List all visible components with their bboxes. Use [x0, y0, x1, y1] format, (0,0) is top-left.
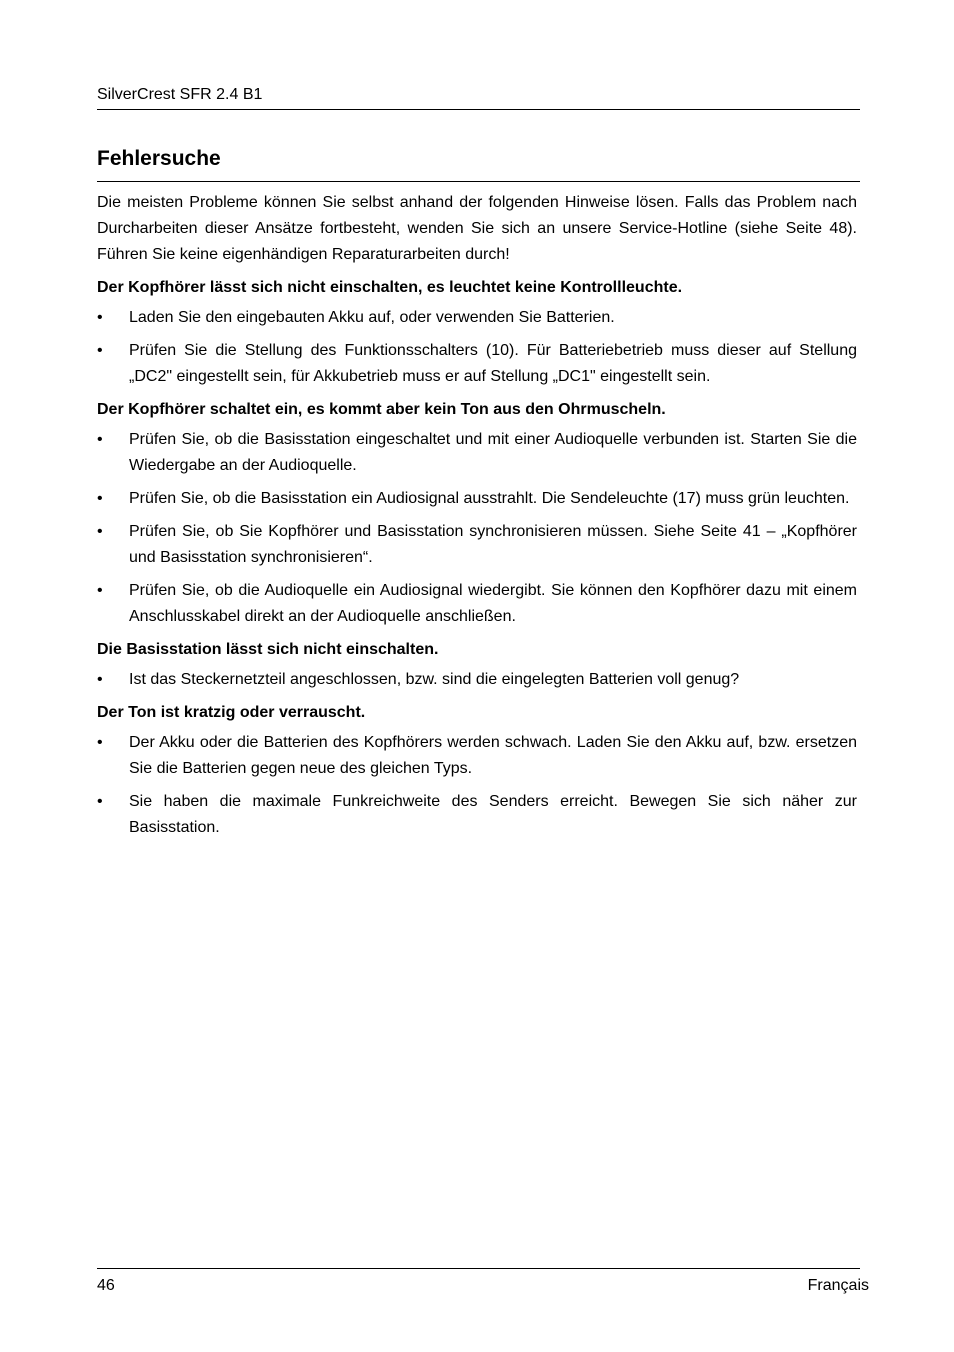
- list-item: [97, 667, 857, 693]
- list-item: [97, 338, 857, 390]
- bullet-icon: •: [97, 490, 103, 507]
- list-item: [97, 730, 857, 782]
- list-item: [97, 519, 857, 571]
- page-footer: [97, 1268, 869, 1294]
- header-product-name: SilverCrest SFR 2.4 B1: [97, 86, 263, 103]
- list-item-text: Der Akku oder die Batterien des Kopfhörers werden schwach. Laden Sie den Akku auf, bzw. ersetzen Sie die Batterien gegen neue des gleichen Typs.: [129, 734, 857, 777]
- section-4: [97, 700, 857, 841]
- section-3: [97, 637, 857, 693]
- bullet-list: [97, 427, 857, 630]
- section-heading: Der Kopfhörer schaltet ein, es kommt aber kein Ton aus den Ohrmuscheln.: [97, 401, 666, 418]
- page-header: [97, 84, 860, 110]
- bullet-icon: •: [97, 342, 103, 359]
- footer-language: Français: [807, 1277, 869, 1294]
- list-item-text: Sie haben die maximale Funkreichweite des Senders erreicht. Bewegen Sie sich näher zur Basisstation.: [129, 793, 857, 836]
- bullet-icon: •: [97, 671, 103, 688]
- bullet-icon: •: [97, 582, 103, 599]
- list-item-text: Prüfen Sie die Stellung des Funktionsschalters (10). Für Batteriebetrieb muss dieser auf Stellung „DC2" eingestellt sein, für Akkubetrieb muss er auf Stellung „DC1" eingestellt sein.: [129, 342, 857, 385]
- list-item: [97, 578, 857, 630]
- section-heading: Die Basisstation lässt sich nicht einschalten.: [97, 641, 439, 658]
- bullet-icon: •: [97, 431, 103, 448]
- section-heading: Der Kopfhörer lässt sich nicht einschalten, es leuchtet keine Kontrollleuchte.: [97, 279, 683, 296]
- list-item-text: Prüfen Sie, ob Sie Kopfhörer und Basisstation synchronisieren müssen. Siehe Seite 41 – „Kopfhörer und Basisstation synchronisieren“.: [129, 523, 857, 566]
- list-item-text: Prüfen Sie, ob die Basisstation eingeschaltet und mit einer Audioquelle verbunden ist. Starten Sie die Wiedergabe an der Audioquelle.: [129, 431, 857, 474]
- section-1: [97, 275, 857, 390]
- section-heading: Der Ton ist kratzig oder verrauscht.: [97, 704, 366, 721]
- intro-paragraph: Die meisten Probleme können Sie selbst anhand der folgenden Hinweise lösen. Falls das Problem nach Durcharbeiten dieser Ansätze fortbesteht, wenden Sie sich an unsere Service-Hotline (siehe Seite 48). Führen Sie keine eigenhändigen Reparaturarbeiten durch!: [97, 194, 857, 263]
- list-item-text: Laden Sie den eingebauten Akku auf, oder verwenden Sie Batterien.: [129, 309, 615, 326]
- section-2: [97, 397, 857, 630]
- bullet-icon: •: [97, 309, 103, 326]
- bullet-icon: •: [97, 734, 103, 751]
- list-item-text: Ist das Steckernetzteil angeschlossen, bzw. sind die eingelegten Batterien voll genug?: [129, 671, 740, 688]
- page-number: 46: [97, 1277, 115, 1294]
- list-item-text: Prüfen Sie, ob die Audioquelle ein Audiosignal wiedergibt. Sie können den Kopfhörer dazu mit einem Anschlusskabel direkt an der Audioquelle anschließen.: [129, 582, 857, 625]
- bullet-icon: •: [97, 793, 103, 810]
- bullet-list: [97, 667, 857, 693]
- page-title: Fehlersuche: [97, 143, 860, 182]
- list-item: [97, 305, 857, 331]
- bullet-list: [97, 305, 857, 390]
- main-content: [97, 143, 857, 848]
- bullet-list: [97, 730, 857, 841]
- bullet-icon: •: [97, 523, 103, 540]
- list-item-text: Prüfen Sie, ob die Basisstation ein Audiosignal ausstrahlt. Die Sendeleuchte (17) muss grün leuchten.: [129, 490, 850, 507]
- list-item: [97, 427, 857, 479]
- list-item: [97, 789, 857, 841]
- list-item: [97, 486, 857, 512]
